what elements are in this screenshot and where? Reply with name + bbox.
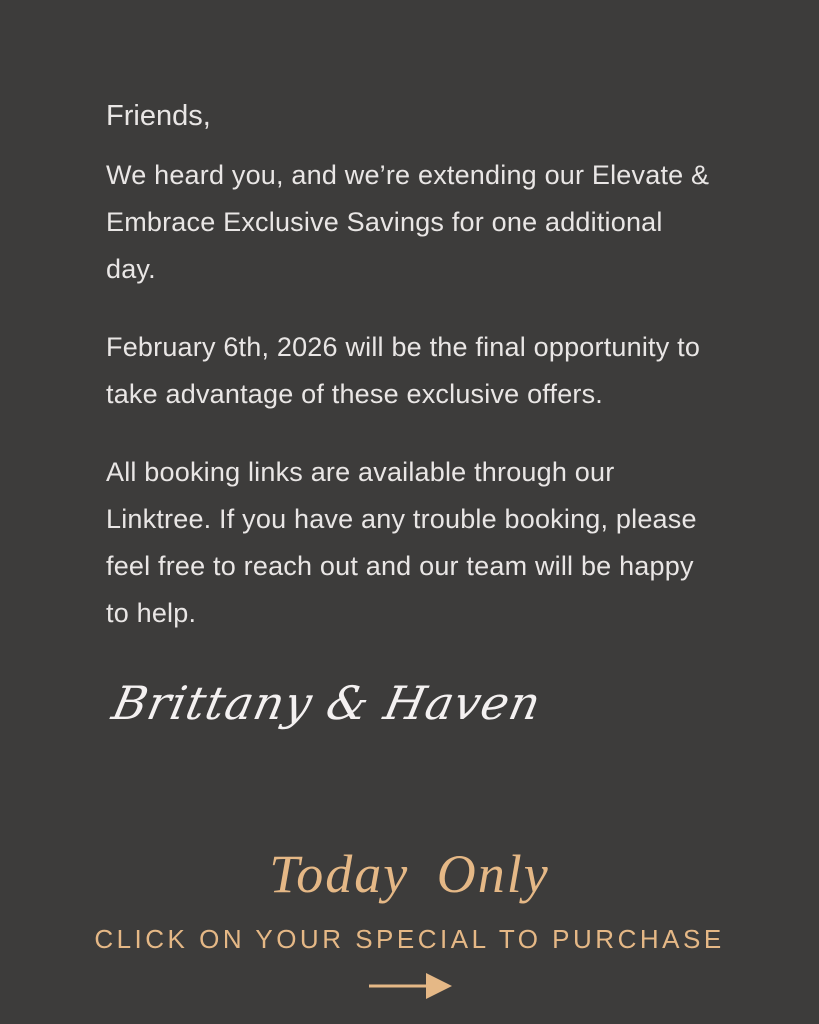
- paragraph-deadline: February 6th, 2026 will be the final opportunity to take advantage of these exclusive offers.: [106, 332, 701, 409]
- promo-section: [0, 842, 819, 1002]
- signature: Brittany & Haven: [107, 676, 547, 730]
- paragraph-extension: We heard you, and we’re extending our Elevate & Embrace Exclusive Savings for one additional day.: [106, 160, 710, 284]
- promo-headline: Today Only: [269, 844, 550, 904]
- paragraph-booking: All booking links are available through our Linktree. If you have any trouble booking, please feel free to reach out and our team will be happy to help.: [106, 457, 697, 628]
- cta-text[interactable]: CLICK ON YOUR SPECIAL TO PURCHASE: [94, 924, 725, 954]
- greeting: Friends,: [106, 100, 211, 132]
- arrow-right-icon[interactable]: [0, 970, 819, 1002]
